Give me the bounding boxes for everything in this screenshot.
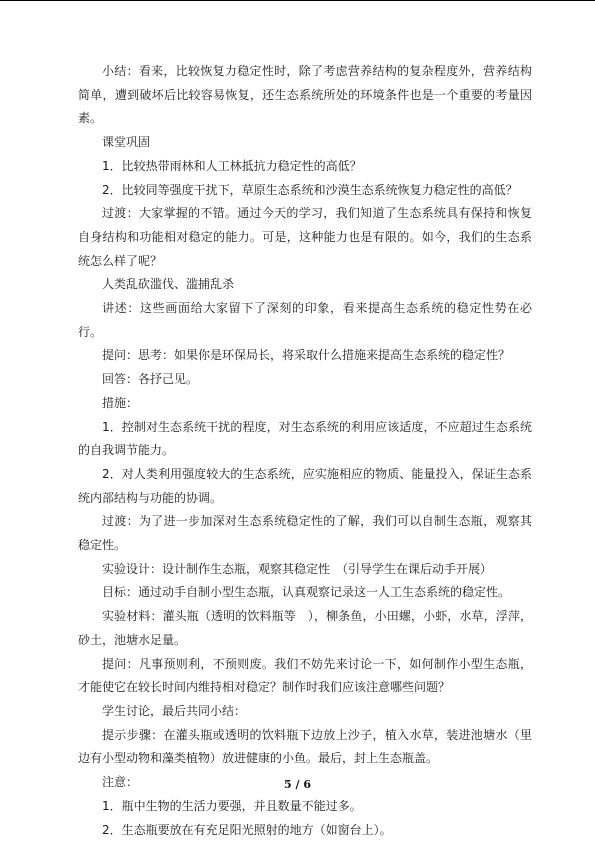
- narration-paragraph: 讲述：这些画面给大家留下了深刻的印象，看来提高生态系统的稳定性势在必行。: [78, 297, 532, 344]
- measures-heading: 措施：: [78, 392, 532, 416]
- question-paragraph: 提问：思考：如果你是环保局长，将采取什么措施来提高生态系统的稳定性？: [78, 344, 532, 368]
- experiment-design: 实验设计：设计制作生态瓶，观察其稳定性 （引导学生在课后动手开展）: [78, 558, 532, 582]
- note-item: 2．生态瓶要放在有充足阳光照射的地方（如窗台上）。: [78, 819, 532, 842]
- answer-paragraph: 回答：各抒己见。: [78, 368, 532, 392]
- notes-heading: 注意：: [78, 771, 532, 795]
- header-rule: [0, 0, 595, 1]
- summary-paragraph: 小结：看来，比较恢复力稳定性时，除了考虑营养结构的复杂程度外，营养结构简单，遭到破坏后比较容易恢复，还生态系统所处的环境条件也是一个重要的考量因素。: [78, 60, 532, 131]
- steps-paragraph: 提示步骤：在灌头瓶或透明的饮料瓶下边放上沙子，植入水草，装进池塘水（里边有小型动物和藻类植物）放进健康的小鱼。最后，封上生态瓶盖。: [78, 724, 532, 771]
- transition-paragraph: 过渡：为了进一步加深对生态系统稳定性的了解，我们可以自制生态瓶，观察其稳定性。: [78, 510, 532, 557]
- experiment-goal: 目标：通过动手自制小型生态瓶，认真观察记录这一人工生态系统的稳定性。: [78, 581, 532, 605]
- measure-item: 2．对人类利用强度较大的生态系统，应实施相应的物质、能量投入，保证生态系统内部结构与功能的协调。: [78, 463, 532, 510]
- body-text: [78, 60, 532, 842]
- question-item: 2．比较同等强度干扰下，草原生态系统和沙漠生态系统恢复力稳定性的高低？: [78, 179, 532, 203]
- page-number: 5 / 6: [0, 778, 595, 791]
- section-heading-consolidation: 课堂巩固: [78, 131, 532, 155]
- topic-line: 人类乱砍滥伐、滥捕乱杀: [78, 273, 532, 297]
- experiment-materials: 实验材料：灌头瓶（透明的饮料瓶等 ），柳条鱼，小田螺，小虾，水草，浮萍，砂土，池塘水足量。: [78, 605, 532, 652]
- measure-item: 1．控制对生态系统干扰的程度，对生态系统的利用应该适度，不应超过生态系统的自我调节能力。: [78, 416, 532, 463]
- transition-paragraph: 过渡：大家掌握的不错。通过今天的学习，我们知道了生态系统具有保持和恢复自身结构和功能相对稳定的能力。可是，这种能力也是有限的。如今，我们的生态系统怎么样了呢？: [78, 202, 532, 273]
- question-item: 1．比较热带雨林和人工林抵抗力稳定性的高低？: [78, 155, 532, 179]
- note-item: 1．瓶中生物的生活力要强，并且数量不能过多。: [78, 795, 532, 819]
- discussion-line: 学生讨论，最后共同小结：: [78, 700, 532, 724]
- question-paragraph: 提问：凡事预则利，不预则废。我们不妨先来讨论一下，如何制作小型生态瓶，才能使它在较长时间内维持相对稳定？制作时我们应该注意哪些问题？: [78, 653, 532, 700]
